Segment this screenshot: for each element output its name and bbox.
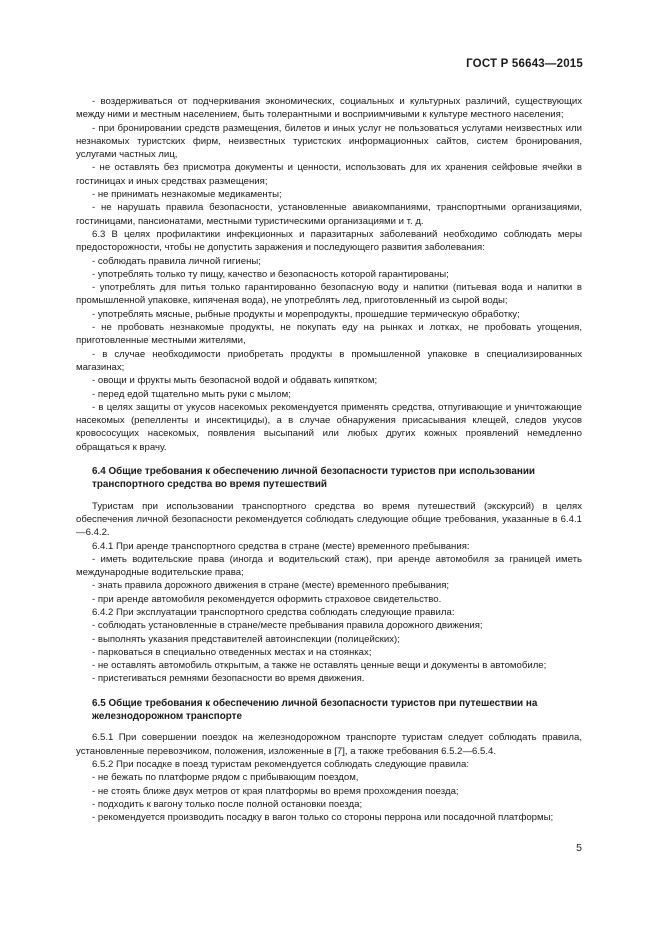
paragraph: - пристегиваться ремнями безопасности во время движения. <box>92 673 365 685</box>
section-heading-6-4: 6.4 Общие требования к обеспечению личной безопасности туристов при использовании транспортного средства во время путешествий <box>92 466 535 491</box>
paragraph: - не пробовать незнакомые продукты, не покупать еду на рынках и лотках, не пробовать угощения, приготовленные местными жителями, <box>76 322 582 347</box>
paragraph: - употреблять мясные, рыбные продукты и морепродукты, прошедшие термическую обработку; <box>92 308 520 320</box>
section-heading-6-5: 6.5 Общие требования к обеспечению личной безопасности туристов при путешествии на железнодорожном транспорте <box>92 697 538 723</box>
page-body <box>76 95 582 824</box>
paragraph: - при аренде автомобиля рекомендуется оформить страховое свидетельство. <box>92 593 442 605</box>
paragraph: - подходить к вагону только после полной остановки поезда; <box>92 798 363 810</box>
paragraph: - при бронировании средств размещения, билетов и иных услуг не пользоваться услугами неизвестных или незнакомых туристских фирм, неизвестных туристских информационных сайтов, систем бронирования, услугами частных лиц, <box>76 122 582 161</box>
paragraph: 6.4.2 При эксплуатации транспортного средства соблюдать следующие правила: <box>92 606 455 618</box>
paragraph: - соблюдать установленные в стране/месте пребывания правила дорожного движения; <box>92 620 483 632</box>
paragraph: Туристам при использовании транспортного средства во время путешествий (экскурсий) в целях обеспечения личной безопасности рекомендуется соблюдать следующие общие требования, указанные в 6.4.1—6.4.2. <box>76 500 582 539</box>
paragraph: - не принимать незнакомые медикаменты; <box>92 189 282 201</box>
paragraph: - рекомендуется производить посадку в вагон только со стороны перрона или посадочной платформы; <box>92 812 554 824</box>
paragraph: - соблюдать правила личной гигиены; <box>92 255 261 267</box>
paragraph: - выполнять указания представителей автоинспекции (полицейских); <box>92 633 400 645</box>
paragraph: - употреблять только ту пищу, качество и безопасность которой гарантированы; <box>92 268 449 280</box>
paragraph: - овощи и фрукты мыть безопасной водой и обдавать кипятком; <box>92 375 378 387</box>
paragraph: - не бежать по платформе рядом с прибывающим поездом, <box>92 772 359 784</box>
paragraph: 6.4.1 При аренде транспортного средства в стране (месте) временного пребывания: <box>92 540 470 552</box>
paragraph: - перед едой тщательно мыть руки с мылом; <box>92 388 291 400</box>
paragraph: - иметь водительские права (иногда и водительский стаж), при аренде автомобиля за границей иметь международные водительские права; <box>76 553 582 579</box>
paragraph: - не нарушать правила безопасности, установленные авиакомпаниями, транспортными организациями, гостиницами, пансионатами, местными туристическими организациями и т. д. <box>76 202 582 227</box>
document-id-header: ГОСТ Р 56643—2015 <box>466 58 583 70</box>
paragraph: - в целях защиты от укусов насекомых рекомендуется применять средства, отпугивающие и уничтожающие насекомых (репелленты и инсектициды), а в случае обнаружения присасывания клещей, следов укусов кровососущих насекомых, появления высыпаний или любых других кожных проявлений немедленно обращаться к врачу. <box>76 401 582 453</box>
paragraph: - воздерживаться от подчеркивания экономических, социальных и культурных различий, существующих между ними и местным населением, быть толерантными и восприимчивыми к культуре местного населения; <box>76 96 582 121</box>
paragraph: - не стоять ближе двух метров от края платформы во время прохождения поезда; <box>92 785 459 797</box>
paragraph: - не оставлять без присмотра документы и ценности, использовать для их хранения сейфовые ячейки в гостиницах и иных средствах размещения; <box>76 162 582 187</box>
paragraph: 6.5.1 При совершении поездок на железнодорожном транспорте туристам следует соблюдать правила, установленные перевозчиком, положения, изложенные в [7], а также требования 6.5.2—6.5.4. <box>76 732 582 757</box>
paragraph: 6.3 В целях профилактики инфекционных и паразитарных заболеваний необходимо соблюдать меры предосторожности, чтобы не допустить заражения и последующего развития заболевания: <box>76 228 582 254</box>
paragraph: - знать правила дорожного движения в стране (месте) временного пребывания; <box>92 580 450 592</box>
paragraph: - употреблять для питья только гарантированно безопасную воду и напитки (питьевая вода и напитки в промышленной упаковке, кипяченая вода), не употреблять лед, приготовленный из сырой воды; <box>76 282 582 307</box>
paragraph: - не оставлять автомобиль открытым, а также не оставлять ценные вещи и документы в автомобиле; <box>92 660 547 672</box>
paragraph: - в случае необходимости приобретать продукты в промышленной упаковке в специализированных магазинах; <box>76 348 582 373</box>
page-number: 5 <box>576 842 582 854</box>
paragraph: 6.5.2 При посадке в поезд туристам рекомендуется соблюдать следующие правила: <box>92 758 469 770</box>
paragraph: - парковаться в специально отведенных местах и на стоянках; <box>92 646 372 658</box>
